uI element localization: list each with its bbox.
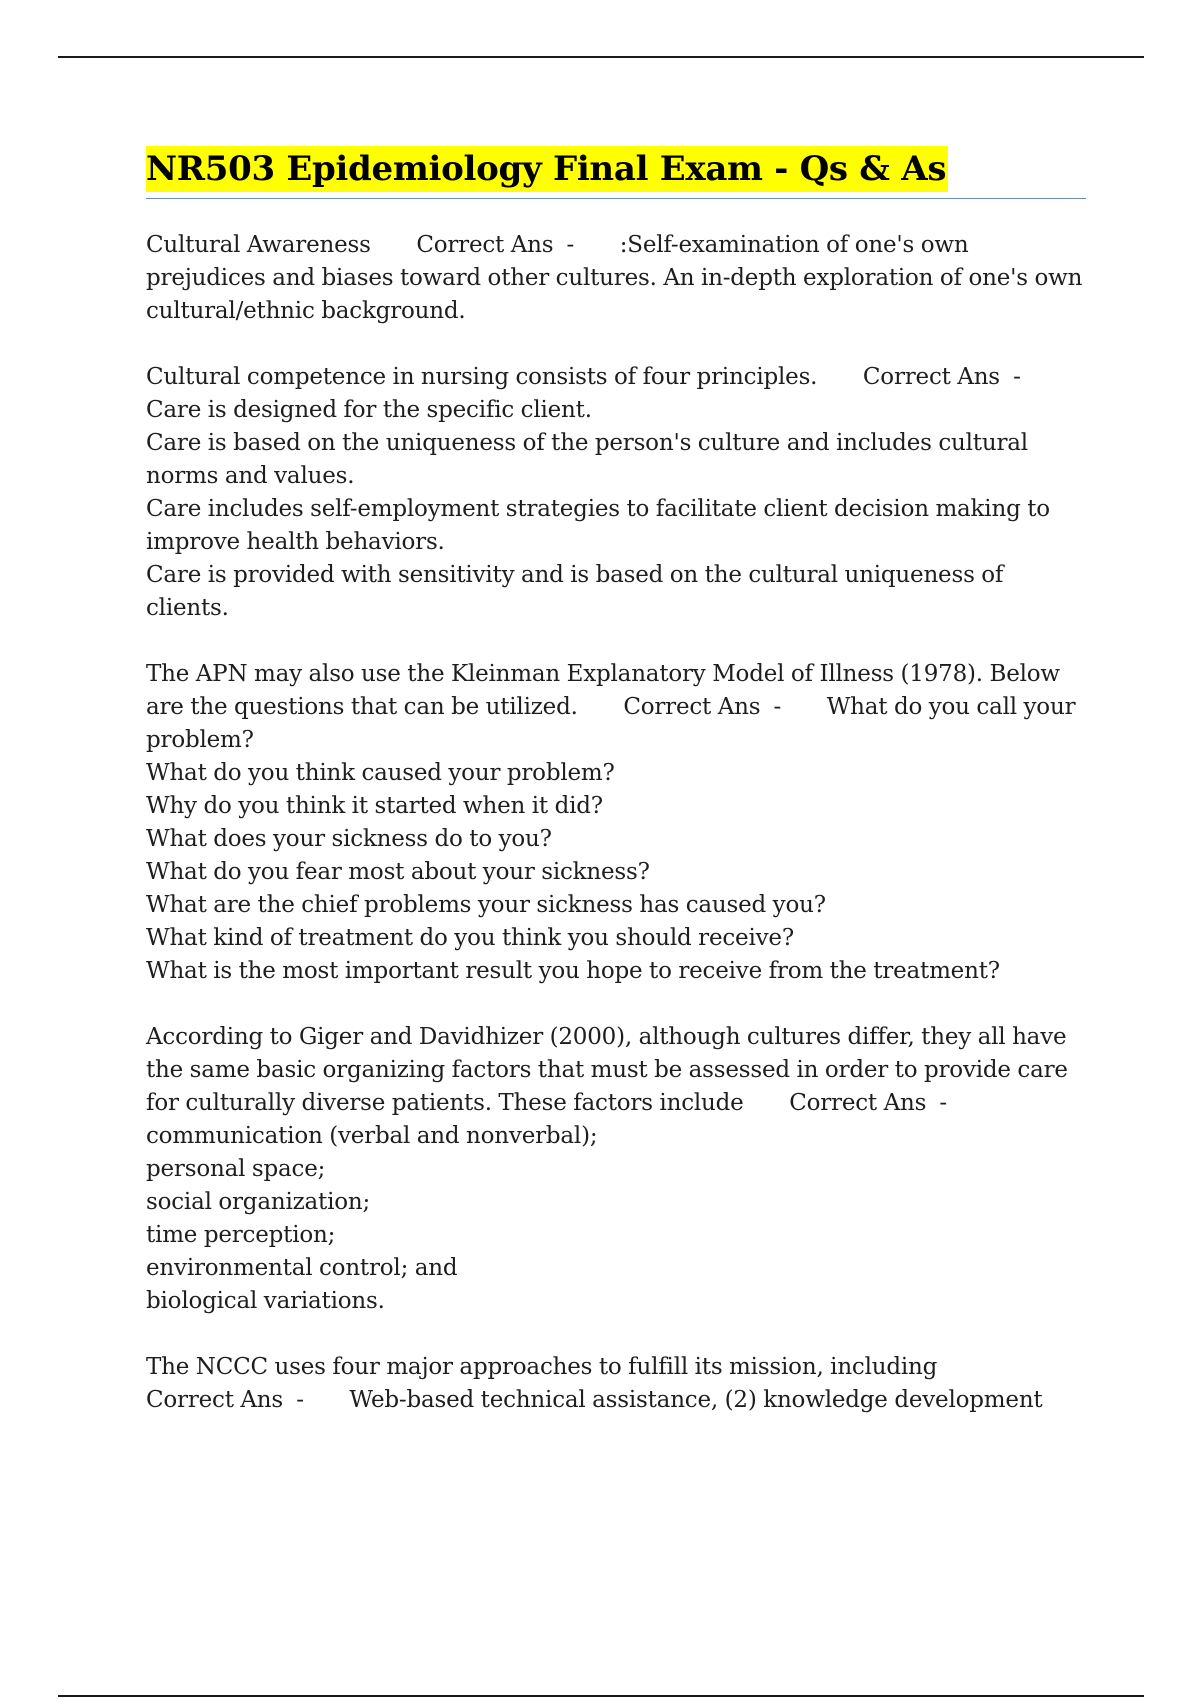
answer-line: What are the chief problems your sickness has caused you? [146, 892, 826, 918]
question-text: The APN may also use the Kleinman Explanatory Model of Illness (1978). Below are the questions that can be utilized. [146, 661, 1060, 720]
answer-line: Care is designed for the specific client. [146, 397, 592, 423]
answer-line: What is the most important result you hope to receive from the treatment? [146, 958, 1000, 984]
answer-line: What do you fear most about your sickness? [146, 859, 650, 885]
qa-item [146, 361, 1086, 625]
answer-line: What do you think caused your problem? [146, 760, 615, 786]
document-body [146, 146, 1086, 1450]
answer-line: What kind of treatment do you think you should receive? [146, 925, 794, 951]
qa-item [146, 229, 1086, 328]
answer-line: Care is provided with sensitivity and is based on the cultural uniqueness of clients. [146, 562, 1004, 621]
answer-text: :Self-examination of one's own prejudices and biases toward other cultures. An in-depth exploration of one's own cultural/ethnic background. [146, 232, 1083, 324]
answer-line: social organization; [146, 1189, 371, 1215]
question-text: Cultural Awareness [146, 232, 371, 258]
bottom-rule [58, 1695, 1144, 1697]
answer-line: environmental control; and [146, 1255, 458, 1281]
answer-line: Care includes self-employment strategies to facilitate client decision making to improve health behaviors. [146, 496, 1050, 555]
answer-line: What does your sickness do to you? [146, 826, 552, 852]
answer-text: Web-based technical assistance, (2) knowledge development [349, 1387, 1043, 1413]
answer-line: biological variations. [146, 1288, 385, 1314]
answer-marker: Correct Ans - [623, 694, 782, 720]
qa-item [146, 1021, 1086, 1318]
page-title: NR503 Epidemiology Final Exam - Qs & As [146, 146, 948, 192]
top-rule [58, 56, 1144, 58]
answer-marker: Correct Ans - [789, 1090, 947, 1116]
answer-line: Why do you think it started when it did? [146, 793, 603, 819]
qa-item [146, 1351, 1086, 1417]
question-text: Cultural competence in nursing consists of four principles. [146, 364, 818, 390]
answer-line: personal space; [146, 1156, 326, 1182]
qa-item [146, 658, 1086, 988]
qa-question-line [146, 658, 1086, 757]
answer-marker: Correct Ans - [416, 232, 575, 258]
question-text: The NCCC uses four major approaches to fulfill its mission, including [146, 1354, 938, 1380]
answer-marker: Correct Ans - [146, 1387, 304, 1413]
answer-line: time perception; [146, 1222, 336, 1248]
question-text: According to Giger and Davidhizer (2000), although cultures differ, they all have the same basic organizing factors that must be assessed in order to provide care for culturally diverse patients. These factors include [146, 1024, 1068, 1116]
title-block [146, 146, 1086, 199]
qa-question-line [146, 361, 1086, 394]
answer-line: Care is based on the uniqueness of the person's culture and includes cultural norms and values. [146, 430, 1028, 489]
answer-marker: Correct Ans - [862, 364, 1021, 390]
answer-text: communication (verbal and nonverbal); [146, 1123, 598, 1149]
qa-question-line [146, 1351, 1086, 1417]
qa-question-line [146, 1021, 1086, 1153]
qa-list [146, 229, 1086, 1417]
answer-text: What do you call your problem? [146, 694, 1076, 753]
qa-question-line [146, 229, 1086, 328]
